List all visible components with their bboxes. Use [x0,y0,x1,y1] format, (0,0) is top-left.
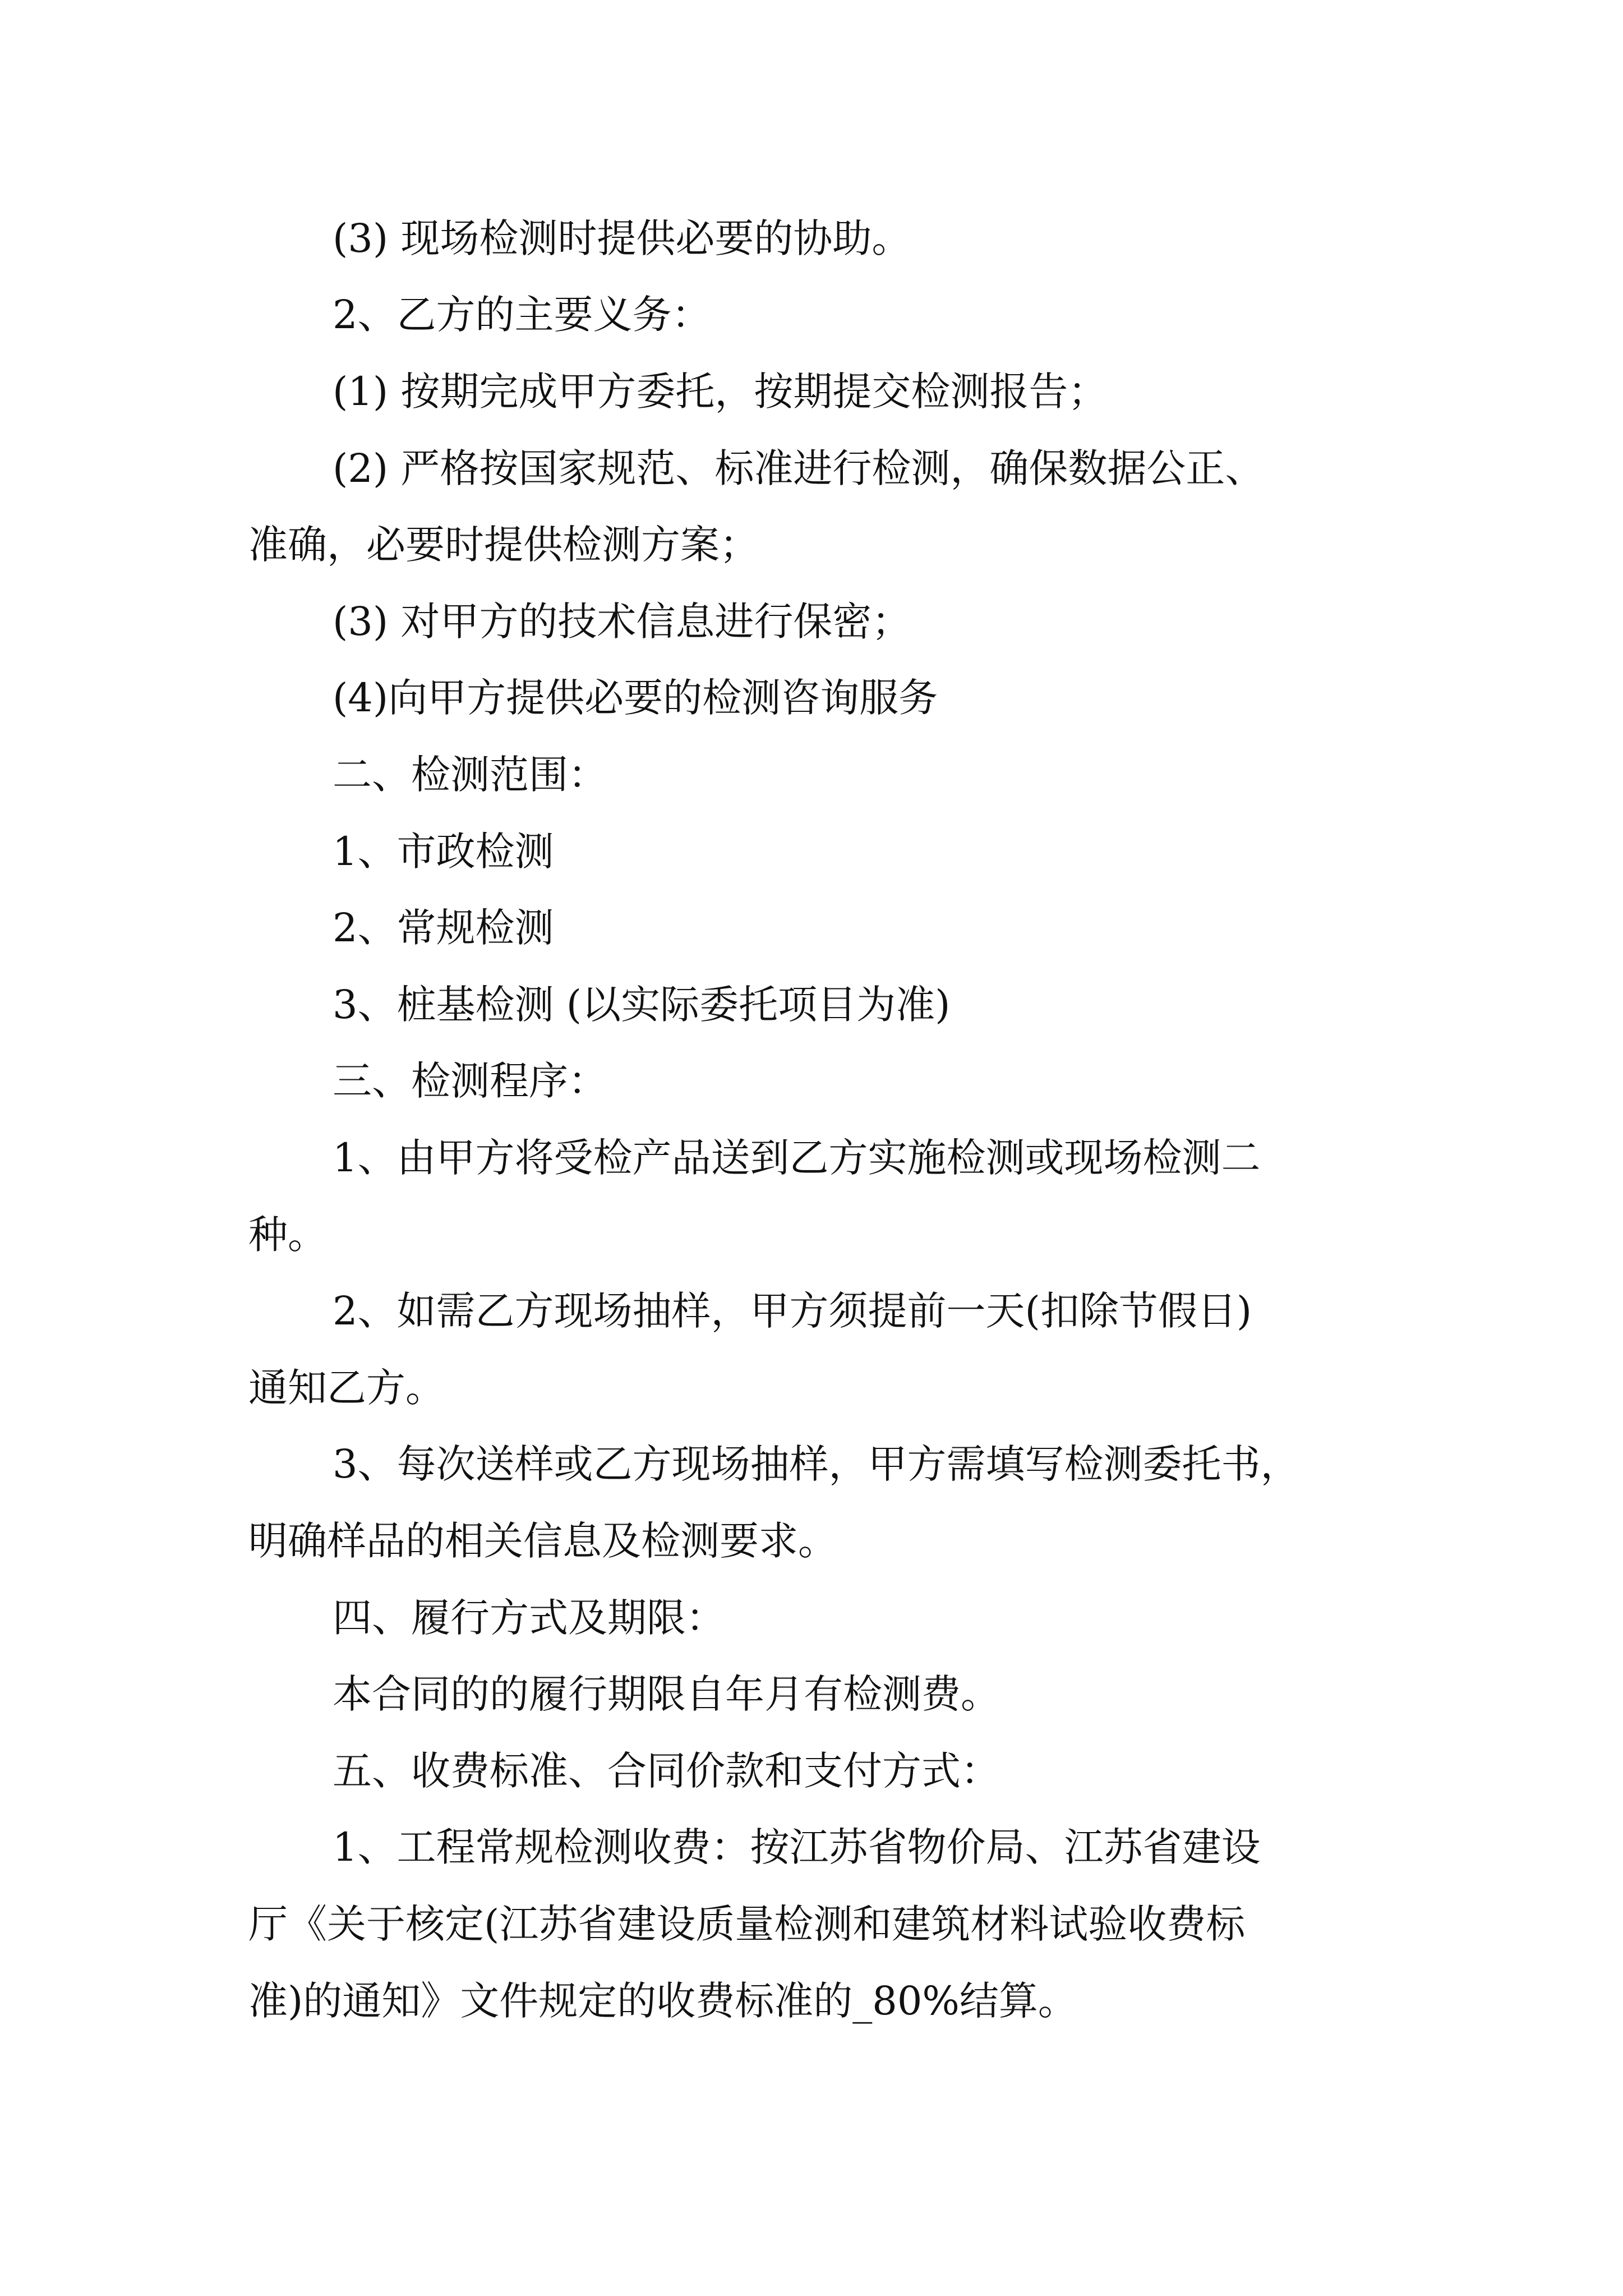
text-line-11: 3、桩基检测 (以实际委托项目为准) [333,982,951,1028]
text-line-6: (3) 对甲方的技术信息进行保密； [333,599,911,645]
section-heading-2: 二、检测范围： [333,752,607,798]
text-line-9: 1、市政检测 [333,829,554,875]
text-line-17: 3、每次送样或乙方现场抽样，甲方需填写检测委托书， [333,1441,1300,1487]
text-line-18: 明确样品的相关信息及检测要求。 [248,1518,837,1564]
section-heading-4: 四、履行方式及期限： [333,1595,725,1641]
text-line-15: 2、如需乙方现场抽样，甲方须提前一天(扣除节假日) [333,1288,1252,1334]
text-line-24: 准)的通知》文件规定的收费标准的_80%结算。 [248,1978,1077,2024]
text-line-5: 准确，必要时提供检测方案； [248,522,759,568]
text-line-1: (3) 现场检测时提供必要的协助。 [333,215,911,261]
text-line-22: 1、工程常规检测收费：按江苏省物价局、江苏省建设 [333,1824,1261,1870]
text-line-2: 2、乙方的主要义务： [333,292,711,338]
text-line-4: (2) 严格按国家规范、标准进行检测，确保数据公正、 [333,445,1265,491]
text-line-23: 厅《关于核定(江苏省建设质量检测和建筑材料试验收费标 [248,1901,1246,1947]
section-heading-5: 五、收费标准、合同价款和支付方式： [333,1748,1000,1794]
text-line-3: (1) 按期完成甲方委托，按期提交检测报告； [333,369,1108,415]
text-line-14: 种。 [248,1212,327,1258]
text-line-16: 通知乙方。 [248,1365,445,1411]
text-line-10: 2、常规检测 [333,905,554,951]
text-line-13: 1、由甲方将受检产品送到乙方实施检测或现场检测二 [333,1135,1261,1181]
text-line-7: (4)向甲方提供必要的检测咨询服务 [333,675,938,721]
section-heading-3: 三、检测程序： [333,1058,607,1104]
text-line-20: 本合同的的履行期限自年月有检测费。 [333,1671,1000,1717]
